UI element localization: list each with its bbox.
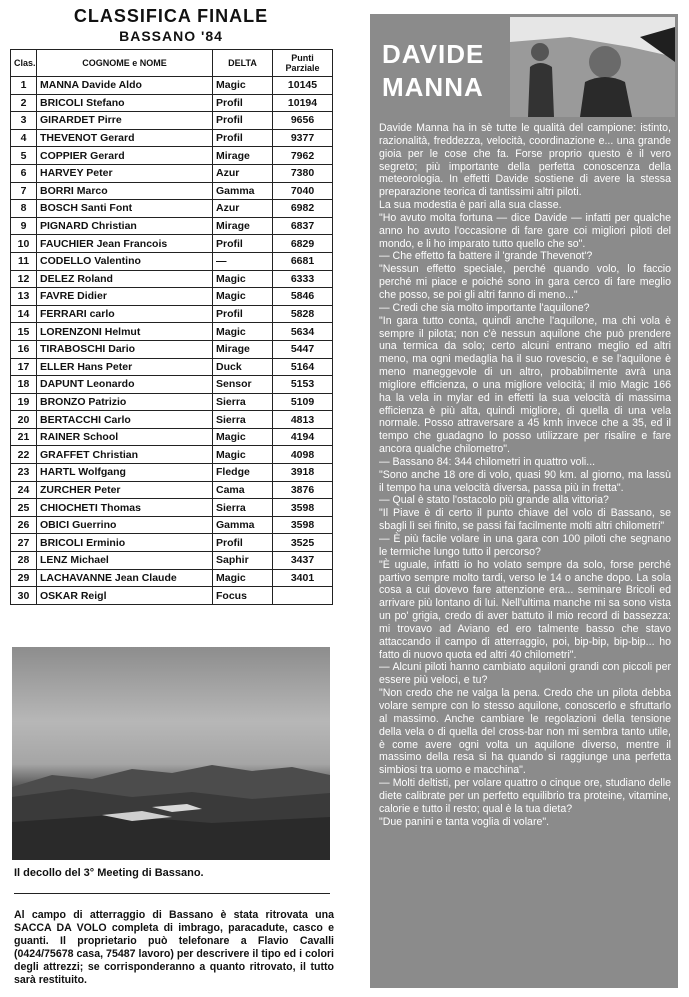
photo-caption: Il decollo del 3° Meeting di Bassano.	[14, 867, 204, 879]
glider-cell: Duck	[213, 358, 273, 376]
glider-cell: —	[213, 252, 273, 270]
header-pos: Clas.	[11, 50, 37, 77]
rank-cell: 10	[11, 235, 37, 253]
glider-cell: Profil	[213, 94, 273, 112]
pilot-name-cell: DAPUNT Leonardo	[37, 376, 213, 394]
ranking-row	[11, 569, 333, 587]
header-points-line1: Punti	[291, 53, 314, 63]
rank-cell: 26	[11, 516, 37, 534]
pilot-name-cell: THEVENOT Gerard	[37, 129, 213, 147]
points-cell: 9377	[273, 129, 333, 147]
ranking-row	[11, 376, 333, 394]
article-paragraph: "È uguale, infatti io ho volato sempre da solo, forse perché partivo sempre molto tardi, verso le 14 o anche dopo. La sola cosa a cui dovevo fare attenzione era... seminare Bricoli ed arrivare più lontano di lui. Nell'ultima manche mi sa sono vista un po' grigia, credo di aver battuto il mio record di bassezza: mi trovavo ad Aviano ed ero talmente basso che stavo attaccando il campo di atterraggio, poi, bip-bip, bip-bip... ho fatto di nuovo quota ed altri 40 chilometri".	[379, 558, 671, 661]
glider-cell: Azur	[213, 164, 273, 182]
rank-cell: 23	[11, 464, 37, 482]
ranking-row	[11, 235, 333, 253]
ranking-row	[11, 340, 333, 358]
article-paragraph: — Credi che sia molto importante l'aquilone?	[379, 301, 590, 314]
pilot-name-cell: TIRABOSCHI Dario	[37, 340, 213, 358]
points-cell: 5153	[273, 376, 333, 394]
rank-cell: 15	[11, 323, 37, 341]
article-paragraph: La sua modestia è pari alla sua classe.	[379, 199, 562, 212]
pilot-name-cell: COPPIER Gerard	[37, 147, 213, 165]
points-cell: 3525	[273, 534, 333, 552]
points-cell: 9656	[273, 112, 333, 130]
ranking-row	[11, 358, 333, 376]
rank-cell: 25	[11, 499, 37, 517]
rank-cell: 2	[11, 94, 37, 112]
pilot-name-cell: LENZ Michael	[37, 552, 213, 570]
pilot-name-cell: CHIOCHETI Thomas	[37, 499, 213, 517]
header-name: COGNOME e NOME	[37, 50, 213, 77]
points-cell: 3401	[273, 569, 333, 587]
article-paragraph: "Il Piave è di certo il punto chiave del volo di Bassano, se sbagli lì sei finito, se passi fai facilmente molti altri chilometri"	[379, 507, 671, 533]
article-paragraph: — Bassano 84: 344 chilometri in quattro voli...	[379, 455, 596, 468]
points-cell: 3437	[273, 552, 333, 570]
glider-cell: Profil	[213, 235, 273, 253]
rank-cell: 16	[11, 340, 37, 358]
points-cell: 5846	[273, 288, 333, 306]
rank-cell: 1	[11, 77, 37, 95]
article-paragraph: — Alcuni piloti hanno cambiato aquiloni grandi con piccoli per essere più veloci, e tu?	[379, 661, 671, 687]
pilot-name-cell: OBICI Guerrino	[37, 516, 213, 534]
article-paragraph: — Molti deltisti, per volare quattro o cinque ore, studiano delle diete calibrate per un perfetto equilibrio tra proteine, vitamine, calorie e tutto il resto; qual è la tua dieta?	[379, 777, 671, 815]
glider-cell: Sensor	[213, 376, 273, 394]
points-cell: 10145	[273, 77, 333, 95]
pilot-portrait	[510, 17, 675, 117]
points-cell: 4098	[273, 446, 333, 464]
pilot-name-cell: ELLER Hans Peter	[37, 358, 213, 376]
rank-cell: 21	[11, 428, 37, 446]
ranking-row	[11, 129, 333, 147]
glider-cell: Saphir	[213, 552, 273, 570]
rank-cell: 8	[11, 200, 37, 218]
ranking-row	[11, 446, 333, 464]
ranking-row	[11, 534, 333, 552]
points-cell: 5634	[273, 323, 333, 341]
rank-cell: 20	[11, 411, 37, 429]
points-cell: 4194	[273, 428, 333, 446]
rank-cell: 30	[11, 587, 37, 605]
divider	[14, 893, 330, 894]
rank-cell: 9	[11, 217, 37, 235]
pilot-name-cell: MANNA Davide Aldo	[37, 77, 213, 95]
rank-cell: 13	[11, 288, 37, 306]
ranking-row	[11, 147, 333, 165]
article-paragraph: — Qual è stato l'ostacolo più grande alla vittoria?	[379, 494, 609, 507]
article-paragraph: "Due panini e tanta voglia di volare".	[379, 815, 550, 828]
pilot-name-cell: FAVRE Didier	[37, 288, 213, 306]
ranking-subtitle: BASSANO '84	[119, 28, 223, 44]
ranking-row	[11, 305, 333, 323]
article-paragraph: "In gara tutto conta, quindi anche l'aquilone, ma chi vola è sempre il pilota; non c'è nessun aquilone che può prendere una termica da solo; certo alcuni entrano meglio ed altri meno, ma ogni medaglia ha il suo rovescio, e se l'aquilone è meno maneggevole di un altro, probabilmente avrà una migliore efficienza, o una migliore velocità; il mio Magic 166 ha la vela in mylar ed in effetti la sua velocità di massima efficienza è più alta, quindi migliore, di quella di una vela normale. Posso attraversare a 45 kmh invece che a 35, ed il tempo che guadagno lo posso utilizzare per risalire e fare ancora qualche chilometro".	[379, 314, 671, 456]
glider-cell: Sierra	[213, 499, 273, 517]
glider-cell: Magic	[213, 77, 273, 95]
rank-cell: 22	[11, 446, 37, 464]
ranking-row	[11, 77, 333, 95]
pilot-name-cell: BERTACCHI Carlo	[37, 411, 213, 429]
pilot-name-cell: DELEZ Roland	[37, 270, 213, 288]
glider-cell: Magic	[213, 569, 273, 587]
rank-cell: 12	[11, 270, 37, 288]
ranking-row	[11, 499, 333, 517]
pilot-name-cell: PIGNARD Christian	[37, 217, 213, 235]
pilot-name-cell: ZURCHER Peter	[37, 481, 213, 499]
glider-cell: Cama	[213, 481, 273, 499]
pilot-name-cell: BRICOLI Stefano	[37, 94, 213, 112]
glider-cell: Fledge	[213, 464, 273, 482]
pilot-name-cell: BOSCH Santi Font	[37, 200, 213, 218]
points-cell: 6837	[273, 217, 333, 235]
pilot-name-cell: LORENZONI Helmut	[37, 323, 213, 341]
ranking-table	[10, 49, 333, 605]
pilot-name-cell: HARTL Wolfgang	[37, 464, 213, 482]
points-cell	[273, 587, 333, 605]
points-cell: 5164	[273, 358, 333, 376]
rank-cell: 7	[11, 182, 37, 200]
ranking-row	[11, 411, 333, 429]
rank-cell: 11	[11, 252, 37, 270]
glider-cell: Mirage	[213, 340, 273, 358]
pilot-name-cell: BORRI Marco	[37, 182, 213, 200]
header-points	[273, 50, 333, 77]
points-cell: 5109	[273, 393, 333, 411]
ranking-row	[11, 182, 333, 200]
ranking-row	[11, 112, 333, 130]
pilot-name-cell: CODELLO Valentino	[37, 252, 213, 270]
ranking-body	[11, 77, 333, 605]
landscape-image	[12, 647, 330, 860]
points-cell: 6333	[273, 270, 333, 288]
glider-cell: Focus	[213, 587, 273, 605]
ranking-title: CLASSIFICA FINALE	[73, 6, 269, 26]
article-paragraph: "Nessun effetto speciale, perché quando volo, lo faccio perché mi piace e poiché sono in gara cerco di fare meglio che posso, se poi gli altri fanno di meno..."	[379, 263, 671, 301]
ranking-row	[11, 516, 333, 534]
header-glider: DELTA	[213, 50, 273, 77]
article-paragraph: Davide Manna ha in sè tutte le qualità del campione: istinto, razionalità, freddezza, velocità, coordinazione e... una grande gioia per le cose che fa. Forse proprio questo è il vero segreto; più importante della perfetta conoscenza della meteorologia. In effetti Davide sostiene di avere la stessa preparazione teorica di tantissimi altri piloti.	[379, 122, 671, 199]
points-cell: 6982	[273, 200, 333, 218]
ranking-row	[11, 464, 333, 482]
article-title-line2: MANNA	[382, 72, 484, 102]
ranking-row	[11, 323, 333, 341]
rank-cell: 29	[11, 569, 37, 587]
article-title-line1: DAVIDE	[382, 39, 485, 69]
article-panel	[370, 14, 678, 988]
meeting-photo	[12, 647, 330, 860]
article-paragraph: "Ho avuto molta fortuna — dice Davide — infatti per qualche anno ho avuto l'occasione di fare gare coi migliori piloti del mondo, e li ho imparato tutto quello che so".	[379, 211, 671, 250]
ranking-row	[11, 270, 333, 288]
rank-cell: 4	[11, 129, 37, 147]
rank-cell: 17	[11, 358, 37, 376]
ranking-row	[11, 587, 333, 605]
rank-cell: 27	[11, 534, 37, 552]
points-cell: 5447	[273, 340, 333, 358]
points-cell: 6829	[273, 235, 333, 253]
ranking-row	[11, 94, 333, 112]
ranking-row	[11, 200, 333, 218]
points-cell: 3598	[273, 499, 333, 517]
pilot-name-cell: OSKAR Reigl	[37, 587, 213, 605]
rank-cell: 3	[11, 112, 37, 130]
glider-cell: Azur	[213, 200, 273, 218]
points-cell: 7962	[273, 147, 333, 165]
points-cell: 4813	[273, 411, 333, 429]
rank-cell: 6	[11, 164, 37, 182]
ranking-row	[11, 428, 333, 446]
glider-cell: Magic	[213, 288, 273, 306]
portrait-image	[510, 17, 675, 117]
pilot-name-cell: LACHAVANNE Jean Claude	[37, 569, 213, 587]
glider-cell: Profil	[213, 129, 273, 147]
glider-cell: Sierra	[213, 393, 273, 411]
pilot-name-cell: RAINER School	[37, 428, 213, 446]
glider-cell: Magic	[213, 428, 273, 446]
glider-cell: Mirage	[213, 147, 273, 165]
points-cell: 10194	[273, 94, 333, 112]
ranking-section	[10, 6, 332, 605]
rank-cell: 28	[11, 552, 37, 570]
points-cell: 7040	[273, 182, 333, 200]
glider-cell: Profil	[213, 112, 273, 130]
article-paragraph: "Sono anche 18 ore di volo, quasi 90 km. al giorno, ma lassù il tempo ha una velocità diversa, passa più in fretta".	[379, 468, 671, 494]
header-points-line2: Parziale	[285, 63, 320, 73]
article-body	[379, 122, 671, 828]
ranking-row	[11, 217, 333, 235]
points-cell: 3598	[273, 516, 333, 534]
glider-cell: Magic	[213, 323, 273, 341]
ranking-row	[11, 288, 333, 306]
glider-cell: Magic	[213, 270, 273, 288]
pilot-name-cell: HARVEY Peter	[37, 164, 213, 182]
points-cell: 3876	[273, 481, 333, 499]
lost-bag-notice: Al campo di atterraggio di Bassano è stata ritrovata una SACCA DA VOLO completa di imbrago, paracadute, casco e guanti. Il proprietario può telefonare a Flavio Cavalli (0424/75678 casa, 75487 lavoro) per descrivere il tipo ed i colori degli attrezzi; se corrisponderanno a quanto ritrovato, il tutto sarà restituito.	[14, 909, 334, 986]
glider-cell: Gamma	[213, 516, 273, 534]
ranking-row	[11, 552, 333, 570]
glider-cell: Sierra	[213, 411, 273, 429]
pilot-name-cell: FAUCHIER Jean Francois	[37, 235, 213, 253]
points-cell: 7380	[273, 164, 333, 182]
rank-cell: 5	[11, 147, 37, 165]
glider-cell: Profil	[213, 305, 273, 323]
article-paragraph: — È più facile volare in una gara con 100 piloti che segnano le termiche lungo tutto il percorso?	[379, 533, 671, 558]
pilot-name-cell: FERRARI carlo	[37, 305, 213, 323]
ranking-header-row	[11, 50, 333, 77]
rank-cell: 18	[11, 376, 37, 394]
pilot-name-cell: BRONZO Patrizio	[37, 393, 213, 411]
glider-cell: Mirage	[213, 217, 273, 235]
glider-cell: Magic	[213, 446, 273, 464]
pilot-name-cell: GRAFFET Christian	[37, 446, 213, 464]
points-cell: 3918	[273, 464, 333, 482]
glider-cell: Profil	[213, 534, 273, 552]
rank-cell: 24	[11, 481, 37, 499]
article-paragraph: "Non credo che ne valga la pena. Credo che un pilota debba volare sempre con lo stesso aquilone, conoscerlo e sfruttarlo al massimo. Anche cambiare le regolazioni della tensione della vela o di quella del cross-bar non mi sembra tanto utile, è come avere ogni volta un aquilone diverso, mentre il massimo della resa si ha quando si raggiunge una perfetta simbiosi tra uomo e macchina".	[379, 687, 671, 777]
article-paragraph: — Che effetto fa battere il 'grande Thevenot'?	[379, 250, 593, 263]
ranking-row	[11, 481, 333, 499]
ranking-row	[11, 252, 333, 270]
points-cell: 6681	[273, 252, 333, 270]
article-title	[382, 38, 508, 104]
points-cell: 5828	[273, 305, 333, 323]
glider-cell: Gamma	[213, 182, 273, 200]
rank-cell: 19	[11, 393, 37, 411]
pilot-name-cell: GIRARDET Pirre	[37, 112, 213, 130]
ranking-row	[11, 393, 333, 411]
ranking-row	[11, 164, 333, 182]
pilot-name-cell: BRICOLI Erminio	[37, 534, 213, 552]
rank-cell: 14	[11, 305, 37, 323]
